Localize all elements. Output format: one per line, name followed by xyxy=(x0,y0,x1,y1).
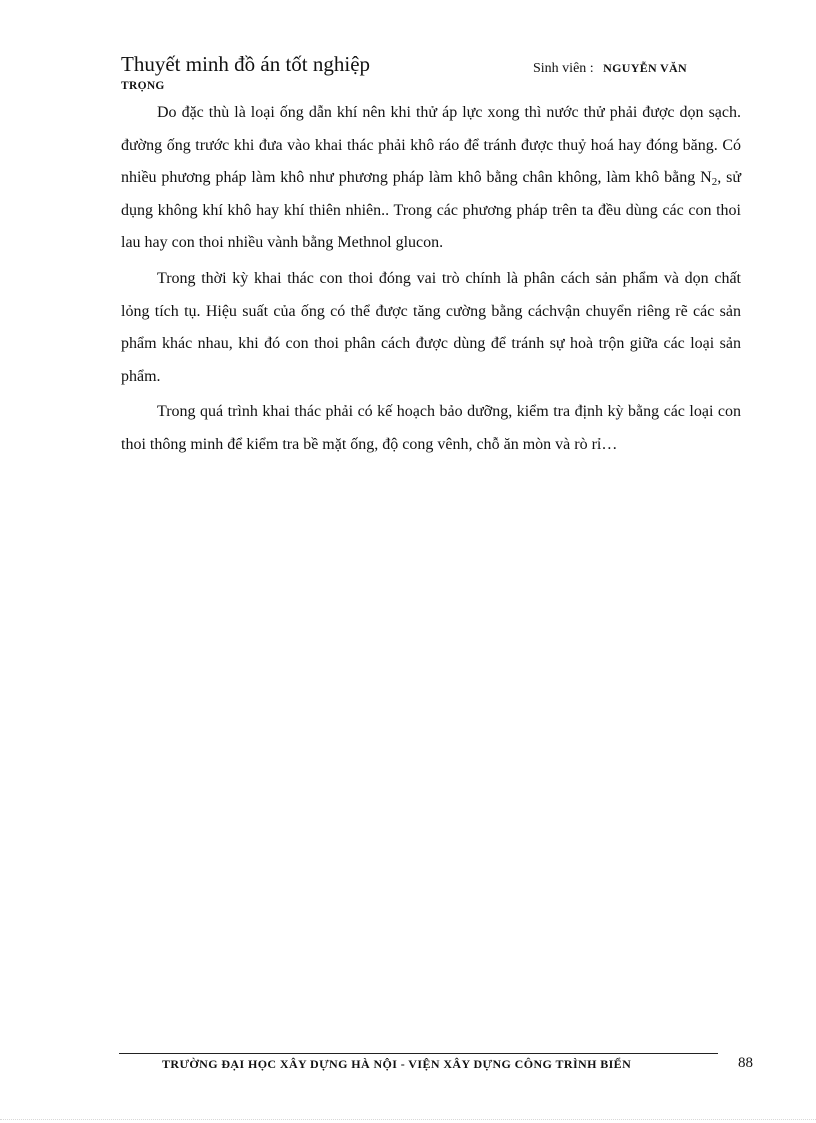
document-title: Thuyết minh đồ án tốt nghiệp xyxy=(121,52,371,76)
page-edge-line xyxy=(0,1119,816,1120)
paragraph-2: Trong thời kỳ khai thác con thoi đóng vai trò chính là phân cách sản phẩm và dọn chất lỏng tích tụ. Hiệu suất của ống có thể được tăng cường bằng cáchvận chuyển riêng rẽ các sản phẩm khác nhau, khi đó con thoi phân cách được dùng để tránh sự hoà trộn giữa các loại sản phẩm. xyxy=(121,269,741,385)
paragraph-3: Trong quá trình khai thác phải có kế hoạch bảo dưỡng, kiểm tra định kỳ bằng các loại con thoi thông minh để kiểm tra bề mặt ống, độ cong vênh, chỗ ăn mòn và rò rỉ… xyxy=(121,403,741,453)
student-name: NGUYỄN VĂN xyxy=(603,61,687,75)
student-label: Sinh viên : xyxy=(533,61,594,76)
student-name-continued: TRỌNG xyxy=(121,80,165,92)
page-number: 88 xyxy=(738,1055,753,1071)
footer-institution: TRƯỜNG ĐẠI HỌC XÂY DỰNG HÀ NỘI - VIỆN XÂY DỰNG CÔNG TRÌNH BIỂN xyxy=(162,1057,632,1071)
document-body xyxy=(121,97,741,462)
footer-divider xyxy=(119,1053,718,1054)
student-info xyxy=(533,60,687,77)
paragraph-1-text-b: , sử dụng không khí khô hay khí thiên nhiên.. Trong các phương pháp trên ta đều dùng các con thoi lau hay con thoi nhiều vành bằng Methnol glucon. xyxy=(121,169,741,252)
subscript-2: 2 xyxy=(711,176,718,189)
paragraph-1 xyxy=(121,97,741,260)
paragraph-1-text-a: Do đặc thù là loại ống dẫn khí nên khi thử áp lực xong thì nước thử phải được dọn sạch. đường ống trước khi đưa vào khai thác phải khô ráo để tránh được thuỷ hoá hay đóng băng. Có nhiều phương pháp làm khô như phương pháp làm khô bằng chân không, làm khô bằng N xyxy=(121,104,741,187)
